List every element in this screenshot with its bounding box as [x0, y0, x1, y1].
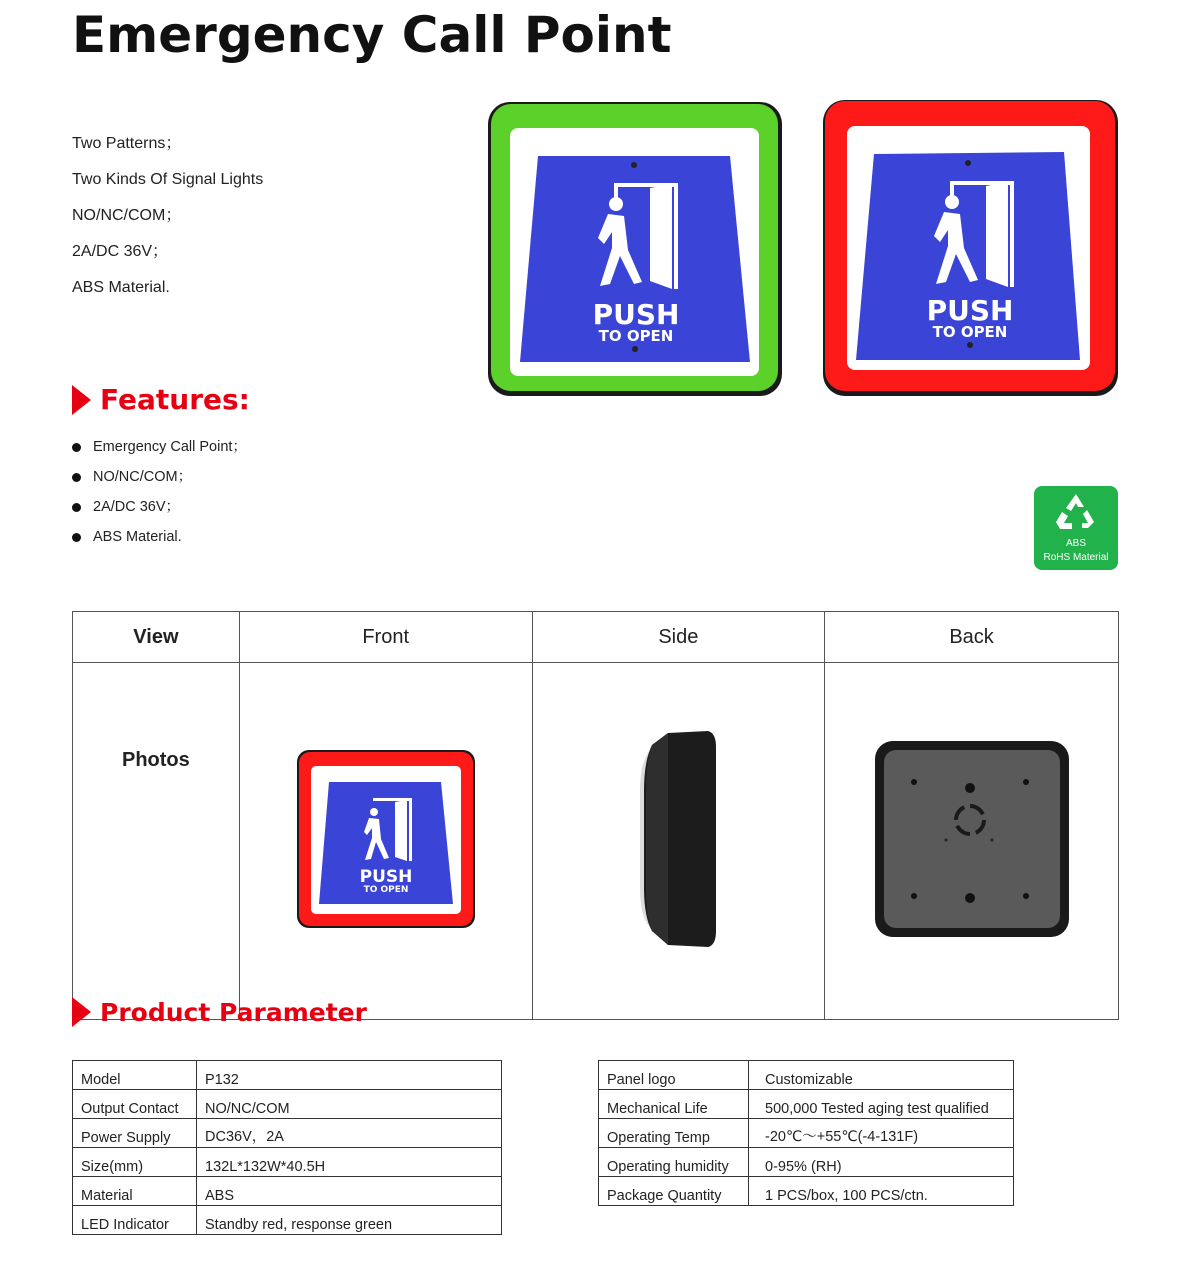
rohs-badge	[1034, 486, 1118, 570]
feature-item-label: Emergency Call Point；	[93, 439, 247, 455]
param-row	[73, 1090, 502, 1119]
view-header-side: Side	[532, 612, 825, 663]
front-photo	[297, 750, 475, 928]
sign-to-open-text: TO OPEN	[598, 327, 674, 345]
view-header-row	[73, 612, 1119, 663]
param-key: Mechanical Life	[599, 1090, 749, 1119]
param-key: Output Contact	[73, 1090, 197, 1119]
product-image-red	[822, 98, 1120, 398]
side-photo	[638, 731, 718, 947]
red-triangle-icon	[72, 385, 91, 415]
param-value: ABS	[197, 1177, 502, 1206]
intro-item: ABS Material.	[72, 279, 170, 296]
view-header-front: Front	[239, 612, 532, 663]
sign-to-open-text: TO OPEN	[363, 884, 409, 895]
feature-item	[72, 462, 247, 492]
param-key: Model	[73, 1061, 197, 1090]
param-row	[599, 1061, 1014, 1090]
param-value: 132L*132W*40.5H	[197, 1148, 502, 1177]
features-heading-text: Features:	[100, 383, 250, 416]
bullet-icon	[72, 533, 81, 542]
param-value: Customizable	[749, 1061, 1014, 1090]
view-table	[72, 611, 1119, 1020]
param-value: Standby red, response green	[197, 1206, 502, 1235]
param-row	[73, 1206, 502, 1235]
param-value: DC36V，2A	[197, 1119, 502, 1148]
params-table-left	[72, 1060, 502, 1235]
sign-push-text: PUSH	[592, 298, 680, 331]
sign-push-text: PUSH	[359, 866, 413, 887]
bullet-icon	[72, 443, 81, 452]
param-value: 0-95% (RH)	[749, 1148, 1014, 1177]
side-photo-cell	[532, 663, 825, 1020]
view-photos-row	[73, 663, 1119, 1020]
page-title: Emergency Call Point	[72, 6, 672, 64]
badge-line2: RoHS Material	[1043, 552, 1109, 563]
front-photo-cell	[239, 663, 532, 1020]
intro-item: 2A/DC 36V；	[72, 243, 169, 260]
param-value: P132	[197, 1061, 502, 1090]
param-key: Material	[73, 1177, 197, 1206]
params-table-right	[598, 1060, 1014, 1206]
bullet-icon	[72, 473, 81, 482]
param-value: 1 PCS/box, 100 PCS/ctn.	[749, 1177, 1014, 1206]
param-key: LED Indicator	[73, 1206, 197, 1235]
intro-list	[72, 132, 263, 312]
feature-item	[72, 432, 247, 462]
product-image-green	[486, 100, 786, 400]
param-value: NO/NC/COM	[197, 1090, 502, 1119]
features-list	[72, 432, 247, 552]
param-row	[599, 1148, 1014, 1177]
photos-label: Photos	[73, 663, 240, 1020]
feature-item-label: ABS Material.	[93, 529, 182, 545]
bullet-icon	[72, 503, 81, 512]
intro-item: Two Patterns；	[72, 135, 182, 152]
recycle-icon	[1054, 490, 1098, 534]
param-row	[73, 1119, 502, 1148]
sign-to-open-text: TO OPEN	[932, 323, 1008, 341]
badge-line1: ABS	[1065, 538, 1086, 549]
param-key: Operating Temp	[599, 1119, 749, 1148]
features-heading	[72, 383, 250, 416]
feature-item-label: NO/NC/COM；	[93, 469, 193, 485]
param-row	[73, 1061, 502, 1090]
param-row	[73, 1177, 502, 1206]
feature-item-label: 2A/DC 36V；	[93, 499, 181, 515]
param-value: -20℃～+55℃(-4-131F)	[749, 1119, 1014, 1148]
intro-item: Two Kinds Of Signal Lights	[72, 171, 264, 188]
feature-item	[72, 522, 247, 552]
view-header-back: Back	[825, 612, 1119, 663]
param-value: 500,000 Tested aging test qualified	[749, 1090, 1014, 1119]
red-triangle-icon	[72, 997, 91, 1027]
param-row	[599, 1119, 1014, 1148]
param-row	[599, 1177, 1014, 1206]
param-key: Operating humidity	[599, 1148, 749, 1177]
feature-item	[72, 492, 247, 522]
param-row	[599, 1090, 1014, 1119]
params-heading-text: Product Parameter	[100, 997, 367, 1027]
params-heading	[72, 997, 367, 1027]
param-row	[73, 1148, 502, 1177]
intro-item: NO/NC/COM；	[72, 207, 182, 224]
param-key: Package Quantity	[599, 1177, 749, 1206]
param-key: Size(mm)	[73, 1148, 197, 1177]
sign-push-text: PUSH	[926, 294, 1014, 327]
back-photo-cell	[825, 663, 1119, 1020]
back-photo	[874, 740, 1070, 938]
param-key: Panel logo	[599, 1061, 749, 1090]
view-header-view: View	[73, 612, 240, 663]
param-key: Power Supply	[73, 1119, 197, 1148]
